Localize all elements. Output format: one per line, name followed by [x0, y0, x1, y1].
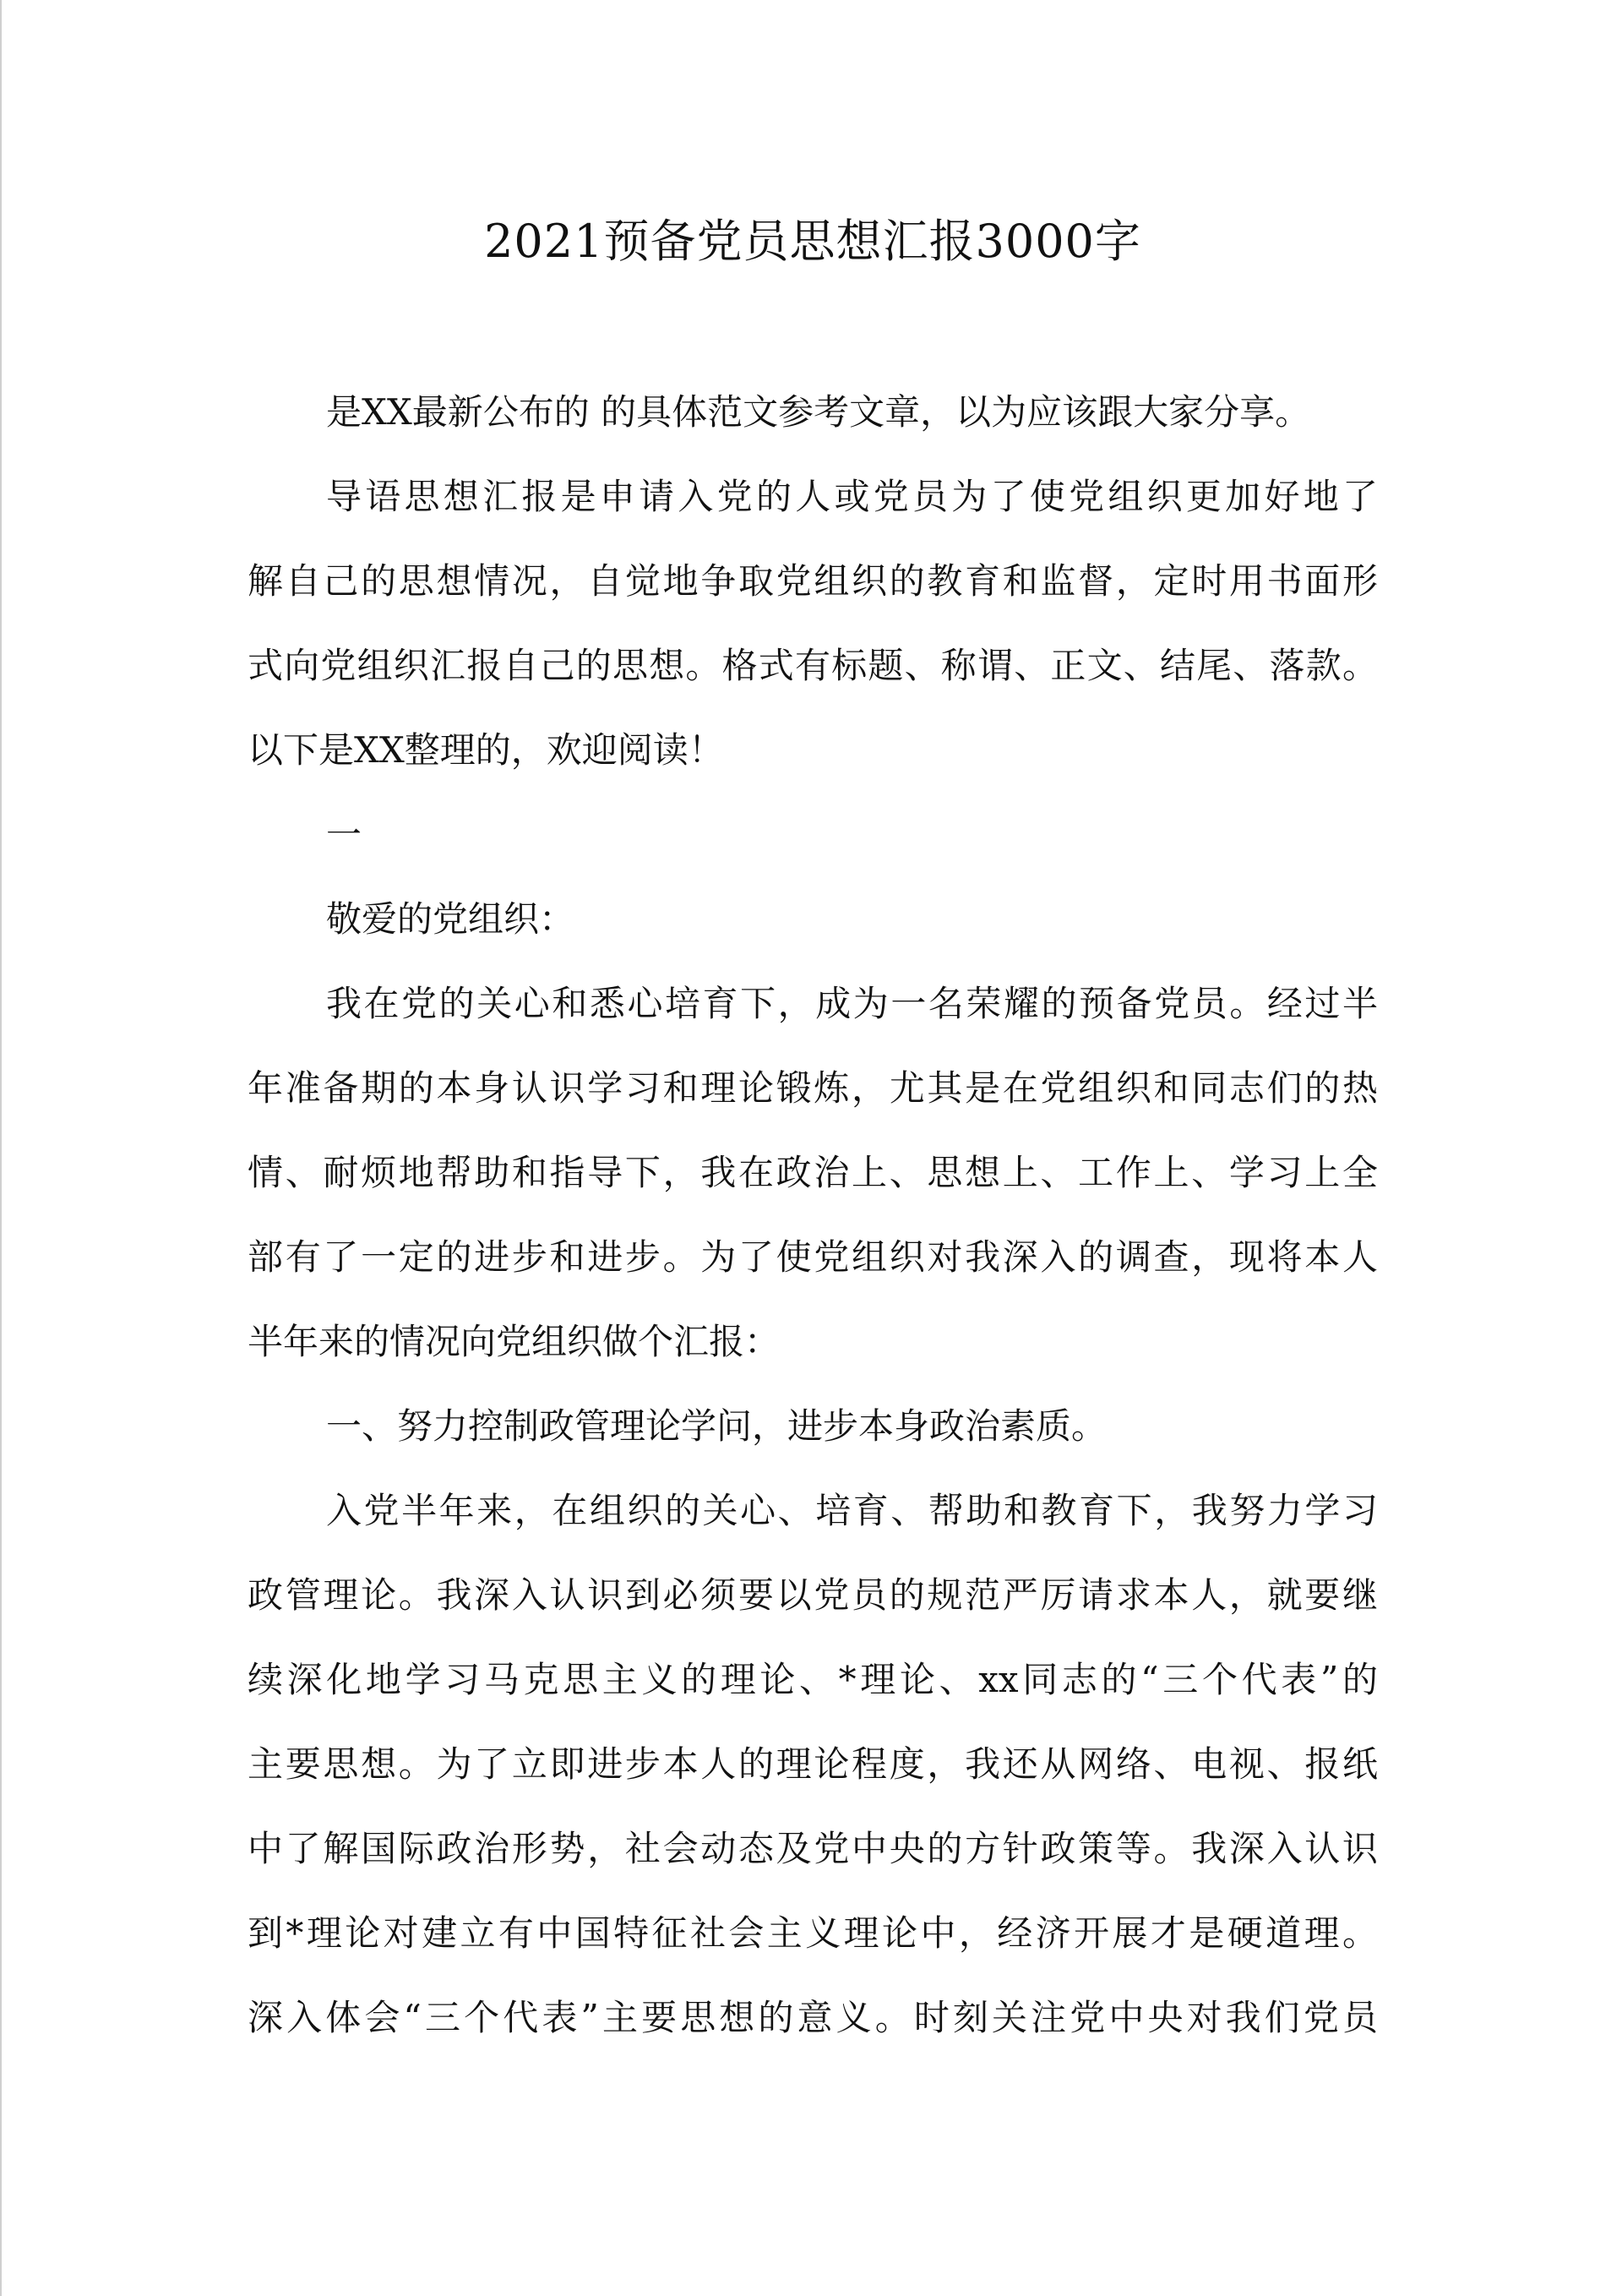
- paragraph-line: 深入体会“三个代表”主要思想的意义。时刻关注党中央对我们党员: [248, 1997, 1378, 2038]
- paragraph-line: 中了解国际政治形势，社会动态及党中央的方针政策等。我深入认识: [248, 1828, 1378, 1869]
- paragraph-line: 式向党组织汇报自己的思想。格式有标题、称谓、正文、结尾、落款。: [248, 645, 1378, 686]
- paragraph-line: 续深化地学习马克思主义的理论、*理论、xx同志的“三个代表”的: [248, 1659, 1378, 1700]
- paragraph-line: 导语思想汇报是申请入党的人或党员为了使党组织更加好地了: [326, 476, 1378, 517]
- paragraph-line: 敬爱的党组织：: [326, 898, 575, 940]
- paragraph-line: 部有了一定的进步和进步。为了使党组织对我深入的调查，现将本人: [248, 1236, 1378, 1278]
- paragraph-line: 主要思想。为了立即进步本人的理论程度，我还从网络、电视、报纸: [248, 1743, 1378, 1785]
- section-heading: 一、努力控制政管理论学问，进步本身政治素质。: [326, 1405, 1108, 1447]
- paragraph-line: 情、耐烦地帮助和指导下，我在政治上、思想上、工作上、学习上全: [248, 1152, 1378, 1193]
- paragraph-line: 年准备期的本身认识学习和理论锻炼，尤其是在党组织和同志们的热: [248, 1067, 1378, 1109]
- paragraph-line: 到*理论对建立有中国特征社会主义理论中，经济开展才是硬道理。: [248, 1912, 1378, 1954]
- paragraph-line: 我在党的关心和悉心培育下，成为一名荣耀的预备党员。经过半: [326, 983, 1378, 1024]
- paragraph-line: 解自己的思想情况，自觉地争取党组织的教育和监督，定时用书面形: [248, 560, 1378, 602]
- document-title: 2021预备党员思想汇报3000字: [484, 215, 1141, 268]
- document-body: [248, 370, 1378, 2060]
- paragraph-line: 一: [326, 814, 362, 855]
- paragraph-line: 政管理论。我深入认识到必须要以党员的规范严厉请求本人，就要继: [248, 1574, 1378, 1616]
- paragraph-line: 以下是XX整理的，欢迎阅读！: [248, 729, 724, 771]
- paragraph-line: 入党半年来，在组织的关心、培育、帮助和教育下，我努力学习: [326, 1490, 1378, 1531]
- paragraph-line: 是XX最新公布的 的具体范文参考文章，以为应该跟大家分享。: [326, 391, 1311, 433]
- paragraph-line: 半年来的情况向党组织做个汇报：: [248, 1321, 781, 1362]
